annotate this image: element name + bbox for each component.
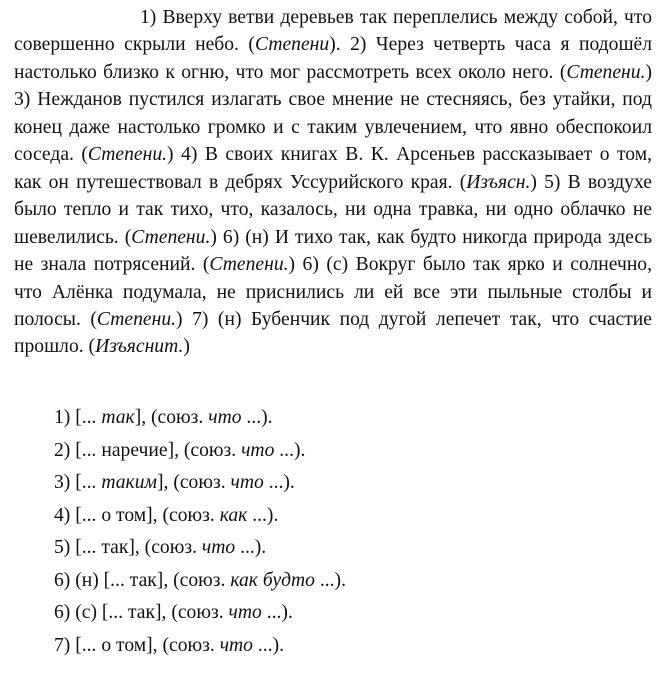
sentence-3: ) 3) Нежданов пустился излагать свое мнение не стесняясь, без утайки, под конец даже настолько громко и с таким увлечением, что явно обеспокоил соседа. ( — [14, 61, 652, 166]
sentence-7: ) 6) (с) Вокруг было так ярко и солнечно, что Алёнка подумала, не приснились ли ей все эти пыльные столбы и полосы. ( — [14, 254, 652, 330]
clause-type-5: Степени. — [131, 226, 211, 248]
scheme-item: 6) (с) [... так], (союз. что ...). — [54, 602, 293, 623]
sentence-schemes-list — [54, 402, 346, 662]
clause-type-3: Степени. — [87, 144, 168, 166]
sentence-8-end: ) — [183, 336, 190, 358]
sentence-1: 1) Вверху ветви деревьев так переплелись между собой, что совершенно скрыли небо. ( — [14, 7, 652, 56]
clause-type-4: Изъясн. — [466, 171, 531, 193]
scheme-item: 2) [... наречие], (союз. что ...). — [54, 439, 306, 461]
sentence-4: ) 4) В своих книгах В. К. Арсеньев рассказывает о том, как он путешествовал в дебрях Уссурийского края. ( — [14, 144, 652, 193]
clause-type-7: Степени. — [96, 308, 177, 330]
scheme-item: 7) [... о том], (союз. что ...). — [54, 634, 285, 656]
sentence-6: ) 6) (н) И тихо так, как будто никогда природа здесь не знала потрясений. ( — [14, 226, 652, 276]
exercise-paragraph — [14, 4, 652, 361]
sentence-2: ). 2) Через четверть часа я подошёл настолько близко к огню, что мог рассмотреть всех около него. ( — [14, 34, 653, 83]
scheme-item: 1) [... так], (союз. что ...). — [54, 407, 273, 428]
clause-type-8: Изъяснит. — [95, 336, 184, 358]
scheme-item: 4) [... о том], (союз. как ...). — [54, 504, 279, 526]
scheme-item: 3) [... таким], (союз. что ...). — [54, 472, 295, 493]
sentence-8: ) 7) (н) Бубенчик под дугой лепечет так, что счастие прошло. ( — [14, 308, 652, 358]
scheme-item: 6) (н) [... так], (союз. как будто ...). — [54, 569, 346, 591]
scheme-item: 5) [... так], (союз. что ...). — [54, 537, 267, 558]
clause-type-6: Степени. — [209, 254, 289, 276]
sentence-5: ) 5) В воздухе было тепло и так тихо, что, казалось, ни одна травка, ни одно облачко не шевелились. ( — [14, 171, 652, 248]
clause-type-2: Степени. — [566, 61, 646, 83]
clause-type-1: Степени — [254, 34, 330, 56]
